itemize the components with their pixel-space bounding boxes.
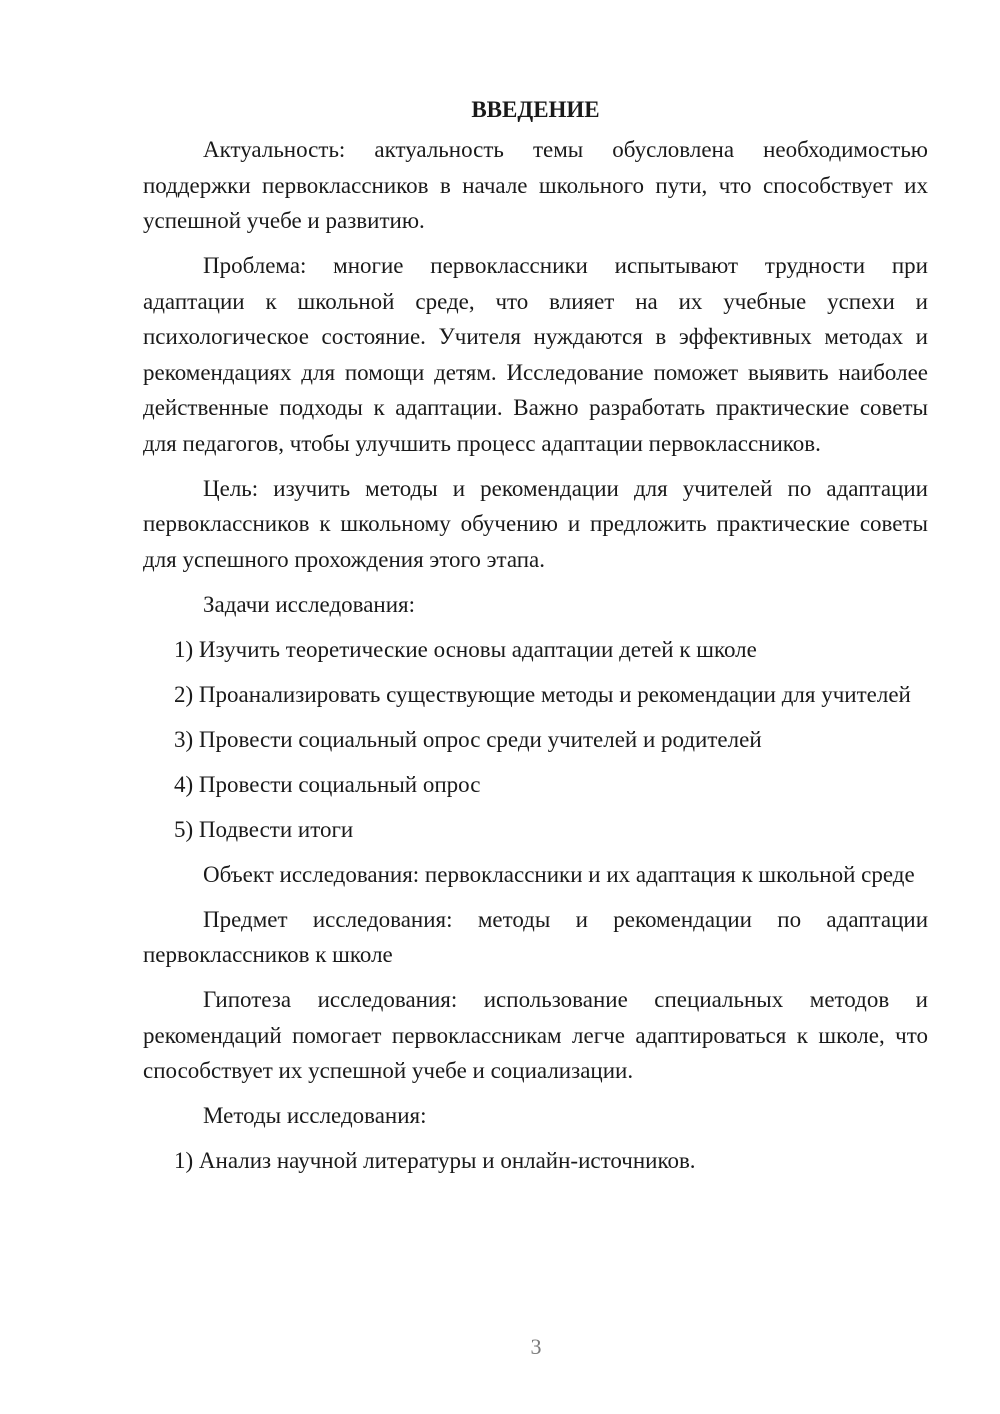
document-body xyxy=(143,92,928,1188)
problem-paragraph: Проблема: многие первоклассники испытывают трудности при адаптации к школьной среде, что влияет на их учебные успехи и психологическое состояние. Учителя нуждаются в эффективных методах и рекомендациях для помощи детям. Исследование поможет выявить наиболее действенные подходы к адаптации. Важно разработать практические советы для педагогов, чтобы улучшить процесс адаптации первоклассников. xyxy=(143,253,928,456)
task-item: 1) Изучить теоретические основы адаптации детей к школе xyxy=(174,636,757,662)
hypothesis-paragraph: Гипотеза исследования: использование специальных методов и рекомендаций помогает первоклассникам легче адаптироваться к школе, что способствует их успешной учебе и социализации. xyxy=(143,987,928,1083)
task-item: 4) Провести социальный опрос xyxy=(174,771,481,797)
methods-heading: Методы исследования: xyxy=(203,1103,427,1128)
section-title: ВВЕДЕНИЕ xyxy=(471,97,600,122)
subject-paragraph: Предмет исследования: методы и рекомендации по адаптации первоклассников к школе xyxy=(143,906,928,967)
task-item: 5) Подвести итоги xyxy=(174,816,354,842)
goal-paragraph: Цель: изучить методы и рекомендации для учителей по адаптации первоклассников к школьному обучению и предложить практические советы для успешного прохождения этого этапа. xyxy=(143,475,928,572)
page-number: 3 xyxy=(530,1334,542,1359)
object-paragraph: Объект исследования: первоклассники и их адаптация к школьной среде xyxy=(203,861,915,887)
tasks-heading: Задачи исследования: xyxy=(203,591,416,617)
task-item: 2) Проанализировать существующие методы и рекомендации для учителей xyxy=(174,681,911,707)
method-item: 1) Анализ научной литературы и онлайн-источников. xyxy=(174,1148,696,1173)
task-item: 3) Провести социальный опрос среди учителей и родителей xyxy=(174,726,762,752)
relevance-paragraph: Актуальность: актуальность темы обусловлена необходимостью поддержки первоклассников в начале школьного пути, что способствует их успешной учебе и развитию. xyxy=(143,137,928,233)
